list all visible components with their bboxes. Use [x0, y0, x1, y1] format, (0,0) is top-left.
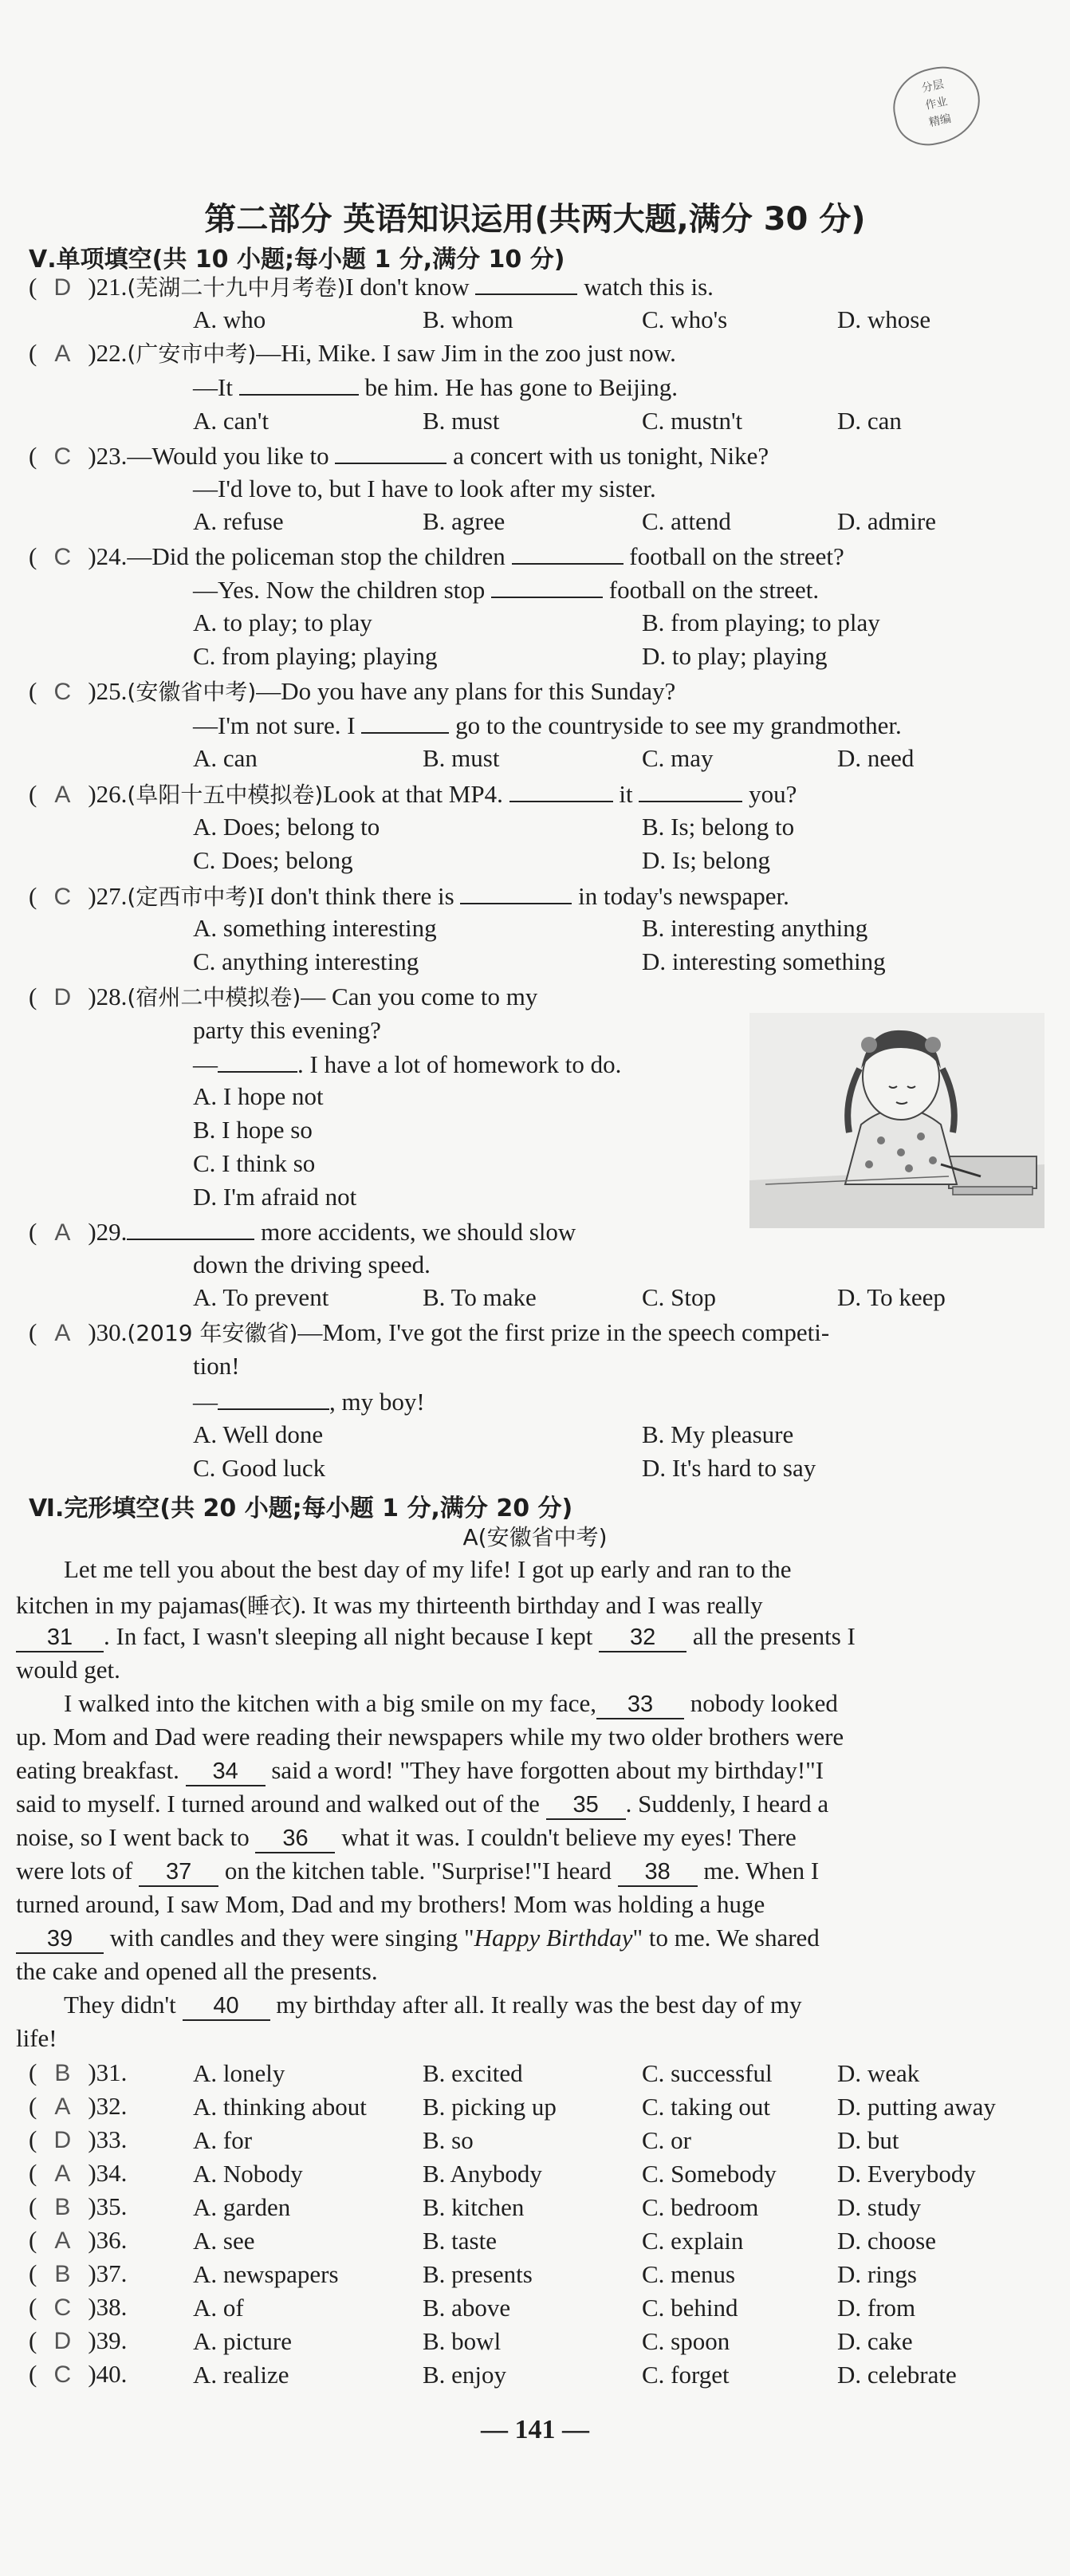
blank-38[interactable]: 38 — [618, 1859, 698, 1887]
passage-line: life! — [16, 2024, 57, 2052]
question-source: (定西市中考) — [127, 884, 257, 910]
option-a[interactable]: A. newspapers — [193, 2260, 339, 2288]
cloze-item: ( D )39. — [29, 2326, 127, 2357]
question-source: (阜阳十五中模拟卷) — [127, 782, 324, 808]
option-d[interactable]: D. To keep — [837, 1283, 946, 1311]
passage-line: up. Mom and Dad were reading their newspapers while my two older brothers were — [16, 1723, 844, 1751]
passage-line — [16, 1823, 797, 1853]
answer-mark[interactable]: B — [54, 2194, 71, 2220]
option-d[interactable]: D. need — [837, 744, 915, 772]
passage-text: said a word! "They have forgotten about my birthday!"I — [271, 1756, 824, 1784]
question-text: you? — [749, 780, 797, 808]
passage-text: my birthday after all. It really was the best day of my — [276, 1991, 802, 2019]
blank-32[interactable]: 32 — [599, 1625, 686, 1652]
question-text: football on the street. — [608, 576, 820, 604]
passage-text: were lots of — [16, 1857, 133, 1885]
question-text: it — [619, 780, 633, 808]
question-source: (2019 年安徽省) — [127, 1320, 298, 1346]
q21-stem: ( D )21.(芜湖二十九中月考卷)I don't know watch this is. — [29, 271, 714, 303]
question-number: )26. — [88, 780, 128, 808]
option-c[interactable]: C. forget — [642, 2361, 730, 2389]
q22-stem: ( A )22.(广安市中考)—Hi, Mike. I saw Jim in the zoo just now. — [29, 338, 676, 369]
blank-36[interactable]: 36 — [255, 1826, 335, 1853]
passage-line — [16, 1790, 828, 1820]
option-b[interactable]: B. enjoy — [423, 2361, 507, 2389]
option-c[interactable]: C. Does; belong — [193, 846, 353, 874]
question-text: more accidents, we should slow — [261, 1218, 576, 1246]
answer-mark[interactable]: A — [54, 1219, 71, 1246]
question-text: I don't think there is — [256, 882, 454, 910]
question-text: —It — [193, 373, 233, 401]
option-d[interactable]: D. I'm afraid not — [193, 1183, 357, 1211]
option-c[interactable]: C. attend — [642, 507, 731, 535]
answer-mark[interactable]: C — [53, 544, 72, 570]
passage-text: ). It was my thirteenth birthday and I was really — [292, 1591, 763, 1619]
option-b[interactable]: B. interesting anything — [642, 914, 868, 942]
question-text: go to the countryside to see my grandmother. — [455, 711, 902, 739]
passage-text: said to myself. I turned around and walked out of the — [16, 1790, 540, 1818]
question-text: football on the street? — [629, 542, 844, 570]
option-a[interactable]: A. Nobody — [193, 2160, 303, 2188]
question-text: —Do you have any plans for this Sunday? — [256, 677, 676, 705]
blank-34[interactable]: 34 — [186, 1759, 266, 1786]
question-number: )30. — [88, 1318, 128, 1346]
option-d[interactable]: D. interesting something — [642, 947, 886, 975]
option-c[interactable]: C. spoon — [642, 2327, 730, 2355]
question-number: )38. — [88, 2293, 128, 2321]
passage-line: would get. — [16, 1656, 120, 1684]
option-b[interactable]: B. presents — [423, 2260, 533, 2288]
q24-line2 — [193, 574, 819, 605]
question-text: a concert with us tonight, Nike? — [453, 442, 769, 470]
option-a[interactable]: A. picture — [193, 2327, 292, 2355]
stamp-line: 作业 — [924, 95, 949, 112]
answer-mark[interactable]: A — [54, 2160, 71, 2187]
option-d[interactable]: D. study — [837, 2193, 922, 2221]
question-number: )24. — [88, 542, 128, 570]
answer-mark[interactable]: C — [53, 2361, 72, 2388]
option-d[interactable]: D. but — [837, 2126, 899, 2154]
passage-line: the cake and opened all the presents. — [16, 1957, 378, 1985]
question-source: (广安市中考) — [127, 341, 257, 367]
passage-text: . Suddenly, I heard a — [625, 1790, 829, 1818]
passage-line — [64, 1689, 838, 1719]
cloze-item: ( C )38. — [29, 2292, 127, 2323]
passage-line — [16, 1857, 819, 1887]
cloze-item: ( A )36. — [29, 2225, 127, 2256]
q26-stem: ( A )26.(阜阳十五中模拟卷)Look at that MP4. it you? — [29, 778, 797, 810]
answer-mark[interactable]: D — [53, 2127, 72, 2153]
option-b[interactable]: B. Is; belong to — [642, 813, 795, 841]
blank-40[interactable]: 40 — [183, 1993, 270, 2021]
option-c[interactable]: C. anything interesting — [193, 947, 419, 975]
blank-33[interactable]: 33 — [596, 1692, 684, 1719]
question-text: —Hi, Mike. I saw Jim in the zoo just now. — [256, 339, 676, 367]
passage-line — [16, 1589, 763, 1621]
question-number: )33. — [88, 2125, 128, 2153]
question-text: , my boy! — [329, 1388, 425, 1416]
option-c[interactable]: C. Somebody — [642, 2160, 777, 2188]
q24-stem: ( C )24.—Did the policeman stop the children football on the street? — [29, 541, 844, 573]
option-b[interactable]: B. above — [423, 2294, 511, 2322]
answer-blank[interactable] — [460, 880, 572, 904]
answer-blank[interactable] — [639, 778, 742, 802]
passage-text: kitchen in my pajamas( — [16, 1591, 248, 1619]
option-d[interactable]: D. admire — [837, 507, 936, 535]
answer-blank[interactable] — [509, 778, 613, 802]
option-b[interactable]: B. picking up — [423, 2093, 557, 2121]
option-c[interactable]: C. who's — [642, 305, 728, 333]
question-number: )39. — [88, 2326, 128, 2354]
option-d[interactable]: D. rings — [837, 2260, 917, 2288]
option-a[interactable]: A. To prevent — [193, 1283, 329, 1311]
answer-mark[interactable]: A — [54, 341, 71, 367]
option-a[interactable]: A. I hope not — [193, 1082, 324, 1110]
option-d[interactable]: D. celebrate — [837, 2361, 957, 2389]
option-c[interactable]: C. bedroom — [642, 2193, 759, 2221]
option-a[interactable]: A. Does; belong to — [193, 813, 380, 841]
question-text: I don't know — [345, 273, 470, 301]
option-c[interactable]: C. I think so — [193, 1149, 316, 1177]
answer-mark[interactable]: D — [53, 274, 72, 301]
question-number: )28. — [88, 983, 128, 1010]
answer-blank[interactable] — [218, 1049, 297, 1073]
passage-line: Let me tell you about the best day of my life! I got up early and ran to the — [64, 1555, 792, 1583]
blank-35[interactable]: 35 — [546, 1792, 626, 1820]
girl-writing-illustration — [749, 1013, 1044, 1228]
option-b[interactable]: B. To make — [423, 1283, 537, 1311]
option-b[interactable]: B. whom — [423, 305, 513, 333]
question-source: (安徽省中考) — [127, 679, 257, 705]
q28-line2: party this evening? — [193, 1016, 381, 1044]
q30-stem: ( A )30.(2019 年安徽省)—Mom, I've got the first prize in the speech competi- — [29, 1318, 829, 1349]
q29-line2: down the driving speed. — [193, 1251, 431, 1278]
option-c[interactable]: C. menus — [642, 2260, 736, 2288]
question-text: — Can you come to my — [301, 983, 538, 1010]
option-d[interactable]: D. can — [837, 407, 902, 435]
option-d[interactable]: D. to play; playing — [642, 642, 828, 670]
option-b[interactable]: B. must — [423, 407, 500, 435]
answer-blank[interactable] — [512, 541, 624, 565]
option-b[interactable]: B. kitchen — [423, 2193, 525, 2221]
option-b[interactable]: B. My pleasure — [642, 1420, 794, 1448]
cloze-item: ( C )40. — [29, 2359, 127, 2390]
answer-blank[interactable] — [475, 271, 577, 295]
question-text: Look at that MP4. — [323, 780, 503, 808]
option-a[interactable]: A. can't — [193, 407, 269, 435]
answer-mark[interactable]: A — [54, 1320, 71, 1346]
option-b[interactable]: B. so — [423, 2126, 474, 2154]
answer-mark[interactable]: C — [53, 679, 72, 705]
option-b[interactable]: B. must — [423, 744, 500, 772]
passage-line — [16, 1924, 820, 1954]
q25-line2 — [193, 710, 902, 741]
option-a[interactable]: A. lonely — [193, 2059, 285, 2087]
question-text: in today's newspaper. — [578, 882, 789, 910]
stamp-line: 分层 — [920, 77, 946, 96]
option-d[interactable]: D. Everybody — [837, 2160, 976, 2188]
answer-mark[interactable]: C — [53, 443, 72, 470]
question-number: )37. — [88, 2259, 128, 2287]
option-c[interactable]: C. may — [642, 744, 714, 772]
answer-mark[interactable]: A — [54, 2227, 71, 2254]
option-d[interactable]: D. Is; belong — [642, 846, 771, 874]
answer-mark[interactable]: B — [54, 2261, 71, 2287]
q28-stem: ( D )28.(宿州二中模拟卷)— Can you come to my — [29, 982, 537, 1013]
question-number: )40. — [88, 2360, 128, 2388]
question-number: )35. — [88, 2192, 128, 2220]
answer-mark[interactable]: D — [53, 984, 72, 1010]
question-text: —Would you like to — [127, 442, 329, 470]
passage-text: nobody looked — [690, 1689, 838, 1717]
option-c[interactable]: C. or — [642, 2126, 691, 2154]
subtitle-text: A(安徽省中考) — [462, 1524, 608, 1550]
cloze-item: ( B )35. — [29, 2192, 127, 2223]
answer-mark[interactable]: D — [53, 2328, 72, 2354]
option-d[interactable]: D. putting away — [837, 2093, 996, 2121]
cloze-item: ( A )32. — [29, 2091, 127, 2122]
option-c[interactable]: C. taking out — [642, 2093, 771, 2121]
q23-line2: —I'd love to, but I have to look after my sister. — [193, 475, 656, 502]
option-b[interactable]: B. from playing; to play — [642, 609, 880, 636]
section5-heading: Ⅴ.单项填空(共 10 小题;每小题 1 分,满分 10 分) — [29, 246, 565, 274]
option-a[interactable]: A. can — [193, 744, 258, 772]
question-number: )29. — [88, 1218, 128, 1246]
passage-text: me. When I — [703, 1857, 820, 1885]
question-source: (芜湖二十九中月考卷) — [127, 274, 346, 301]
answer-blank[interactable] — [335, 440, 446, 464]
question-text: be him. He has gone to Beijing. — [364, 373, 679, 401]
cloze-item: ( B )37. — [29, 2259, 127, 2290]
q25-stem: ( C )25.(安徽省中考)—Do you have any plans for this Sunday? — [29, 676, 675, 707]
section6-heading: Ⅵ.完形填空(共 20 小题;每小题 1 分,满分 20 分) — [29, 1495, 573, 1522]
option-a[interactable]: A. garden — [193, 2193, 291, 2221]
option-a[interactable]: A. refuse — [193, 507, 284, 535]
question-number: )31. — [88, 2058, 128, 2086]
option-d[interactable]: D. from — [837, 2294, 916, 2322]
blank-37[interactable]: 37 — [139, 1859, 218, 1887]
option-b[interactable]: B. bowl — [423, 2327, 502, 2355]
part-title: 第二部分 英语知识运用(共两大题,满分 30 分) — [204, 201, 866, 238]
cloze-item: ( D )33. — [29, 2125, 127, 2156]
q27-stem: ( C )27.(定西市中考)I don't think there is in today's newspaper. — [29, 880, 789, 912]
option-d[interactable]: D. cake — [837, 2327, 913, 2355]
option-b[interactable]: B. excited — [423, 2059, 523, 2087]
q22-line2 — [193, 372, 678, 403]
passage-line — [16, 1622, 856, 1652]
cloze-item: ( B )31. — [29, 2058, 127, 2089]
passage-text: on the kitchen table. "Surprise!"I heard — [224, 1857, 612, 1885]
option-a[interactable]: A. of — [193, 2294, 244, 2322]
option-d[interactable]: D. whose — [837, 305, 931, 333]
blank-31[interactable]: 31 — [16, 1625, 104, 1652]
q30-line2: tion! — [193, 1352, 240, 1380]
option-d[interactable]: D. weak — [837, 2059, 920, 2087]
passage-gloss: 睡衣 — [247, 1593, 293, 1619]
passage-text: . In fact, I wasn't sleeping all night because I kept — [104, 1622, 593, 1650]
passage-text: They didn't — [64, 1991, 176, 2019]
question-number: )27. — [88, 882, 128, 910]
q28-line3: — . I have a lot of homework to do. — [193, 1050, 622, 1078]
option-a[interactable]: A. to play; to play — [193, 609, 372, 636]
question-number: )23. — [88, 442, 128, 470]
option-c[interactable]: C. from playing; playing — [193, 642, 438, 670]
homework-stamp — [886, 60, 987, 152]
passage-line: turned around, I saw Mom, Dad and my brothers! Mom was holding a huge — [16, 1890, 765, 1918]
option-b[interactable]: B. I hope so — [193, 1116, 313, 1144]
answer-blank[interactable] — [491, 574, 603, 598]
page-number: — 141 — — [481, 2415, 589, 2444]
question-source: (宿州二中模拟卷) — [127, 984, 301, 1010]
answer-blank[interactable] — [239, 372, 359, 396]
question-number: )36. — [88, 2226, 128, 2254]
passage-line — [64, 1991, 802, 2021]
passage-line — [16, 1756, 824, 1786]
option-a[interactable]: A. for — [193, 2126, 253, 2154]
passage-subtitle — [0, 1522, 1070, 1553]
passage-text: " to me. We shared — [632, 1924, 820, 1952]
passage-text: with candles and they were singing " — [109, 1924, 474, 1952]
option-c[interactable]: C. explain — [642, 2227, 744, 2255]
option-a[interactable]: A. something interesting — [193, 914, 437, 942]
option-d[interactable]: D. It's hard to say — [642, 1454, 816, 1482]
question-text: —Mom, I've got the first prize in the speech competi- — [297, 1318, 830, 1346]
option-c[interactable]: C. successful — [642, 2059, 773, 2087]
passage-italic: Happy Birthday — [474, 1924, 633, 1952]
answer-mark[interactable]: A — [54, 2093, 71, 2120]
question-text: . I have a lot of homework to do. — [297, 1050, 622, 1078]
option-c[interactable]: C. mustn't — [642, 407, 743, 435]
option-a[interactable]: A. who — [193, 305, 266, 333]
cloze-item: ( A )34. — [29, 2158, 127, 2189]
option-a[interactable]: A. realize — [193, 2361, 289, 2389]
answer-mark[interactable]: B — [54, 2060, 71, 2086]
option-a[interactable]: A. see — [193, 2227, 255, 2255]
answer-mark[interactable]: A — [54, 782, 71, 808]
answer-blank[interactable] — [361, 710, 449, 734]
q23-stem: ( C )23.—Would you like to a concert with us tonight, Nike? — [29, 440, 769, 472]
question-number: )34. — [88, 2159, 128, 2187]
passage-text: noise, so I went back to — [16, 1823, 250, 1851]
answer-mark[interactable]: C — [53, 884, 72, 910]
question-text: watch this is. — [584, 273, 714, 301]
option-d[interactable]: D. choose — [837, 2227, 936, 2255]
passage-text: all the presents I — [692, 1622, 856, 1650]
option-a[interactable]: A. thinking about — [193, 2093, 367, 2121]
answer-blank[interactable] — [218, 1386, 329, 1410]
option-b[interactable]: B. taste — [423, 2227, 497, 2255]
question-text: —Yes. Now the children stop — [193, 576, 486, 604]
blank-39[interactable]: 39 — [16, 1926, 104, 1954]
q30-line3: — , my boy! — [193, 1388, 425, 1416]
question-number: )25. — [88, 677, 128, 705]
question-text: —Did the policeman stop the children — [127, 542, 505, 570]
question-number: )22. — [88, 339, 128, 367]
question-number: )21. — [88, 273, 128, 301]
option-c[interactable]: C. Good luck — [193, 1454, 326, 1482]
answer-mark[interactable]: C — [53, 2294, 72, 2321]
passage-text: eating breakfast. — [16, 1756, 179, 1784]
passage-text: what it was. I couldn't believe my eyes! There — [341, 1823, 797, 1851]
passage-text: I walked into the kitchen with a big smile on my face, — [64, 1689, 597, 1717]
option-c[interactable]: C. Stop — [642, 1283, 717, 1311]
question-number: )32. — [88, 2092, 128, 2120]
question-text: —I'm not sure. I — [193, 711, 356, 739]
option-b[interactable]: B. agree — [423, 507, 505, 535]
option-c[interactable]: C. behind — [642, 2294, 738, 2322]
option-b[interactable]: B. Anybody — [423, 2160, 542, 2188]
option-a[interactable]: A. Well done — [193, 1420, 324, 1448]
stamp-line: 精编 — [927, 112, 953, 130]
answer-blank[interactable] — [127, 1216, 254, 1240]
q29-stem: ( A )29. more accidents, we should slow — [29, 1216, 576, 1248]
